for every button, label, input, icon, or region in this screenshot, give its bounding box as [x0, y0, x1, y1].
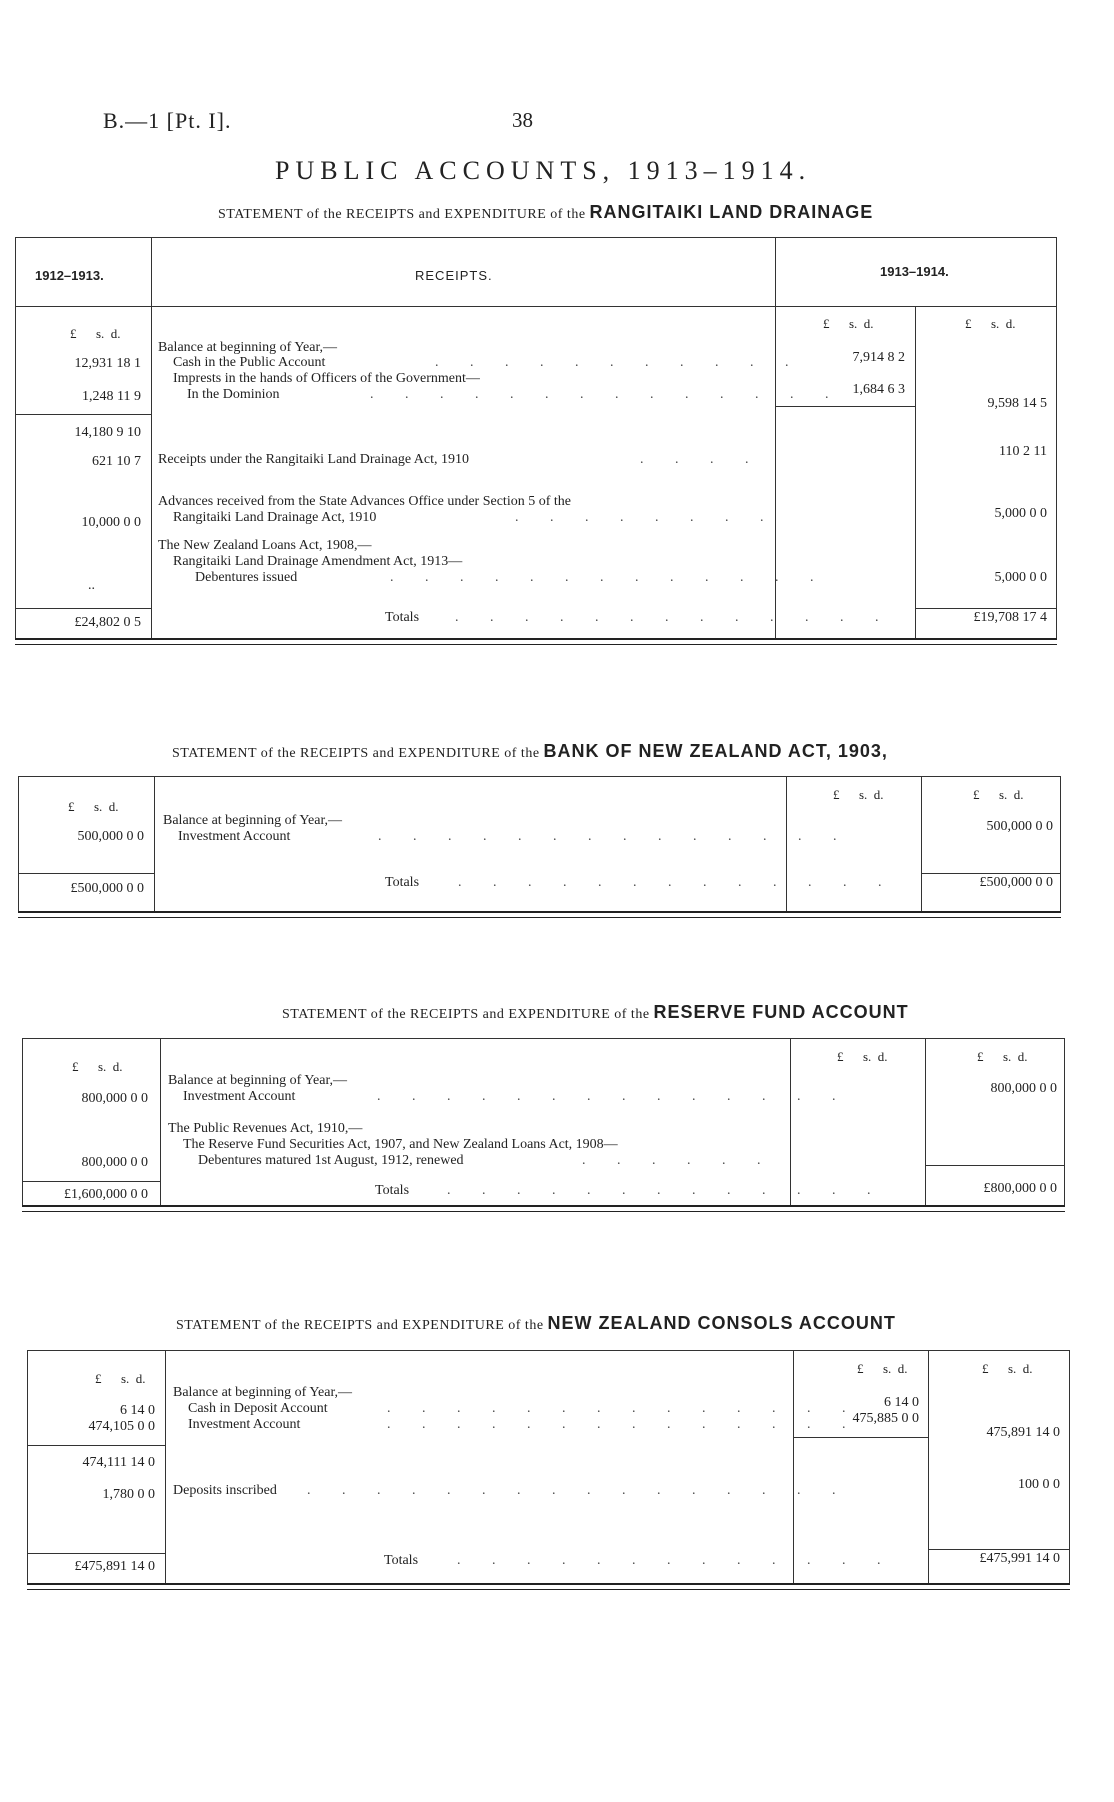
leader-dots: . . . .	[640, 452, 763, 467]
leader-dots: . . . . . . . .	[515, 510, 778, 525]
lsd-header: £ s. d.	[95, 1371, 146, 1386]
statement-name: NEW ZEALAND CONSOLS ACCOUNT	[547, 1313, 896, 1333]
balance-heading: Balance at beginning of Year,—	[173, 1385, 353, 1400]
lsd-header: £ s. d.	[973, 787, 1024, 802]
investment-label: Investment Account	[188, 1417, 301, 1432]
prev-receipts-act: 621 10 7	[92, 454, 141, 469]
prev-investment: 500,000 0 0	[77, 829, 144, 844]
dominion-label: In the Dominion	[187, 387, 280, 402]
statement-prefix: STATEMENT of the RECEIPTS and EXPENDITURE of the	[218, 207, 586, 222]
cur-total: £19,708 17 4	[973, 610, 1047, 625]
leader-dots: . . . . . . . . . . . . . . . .	[307, 1483, 850, 1498]
deposits-label: Deposits inscribed	[173, 1483, 277, 1498]
page-title: PUBLIC ACCOUNTS, 1913–1914.	[275, 156, 812, 185]
lsd-header: £ s. d.	[982, 1361, 1033, 1376]
leader-dots: . . . . . .	[582, 1153, 775, 1168]
advances-label-2: Rangitaiki Land Drainage Act, 1910	[173, 510, 377, 525]
cur-total: £500,000 0 0	[979, 875, 1053, 890]
prev-debentures: ..	[88, 578, 95, 593]
cur-investment: 500,000 0 0	[986, 819, 1053, 834]
lsd-header: £ s. d.	[977, 1049, 1028, 1064]
lsd-header: £ s. d.	[823, 316, 874, 331]
prev-total: £1,600,000 0 0	[64, 1187, 148, 1202]
totals-label: Totals	[384, 1553, 419, 1568]
statement-name: RESERVE FUND ACCOUNT	[653, 1002, 909, 1022]
cur-investment: 800,000 0 0	[990, 1081, 1057, 1096]
investment-label: Investment Account	[183, 1089, 296, 1104]
statement-name: BANK OF NEW ZEALAND ACT, 1903,	[543, 741, 888, 761]
leader-dots: . . . . . . . . . . . . . .	[370, 387, 843, 402]
leader-dots: . . . . . . . . . . . . .	[455, 610, 893, 625]
investment-label: Investment Account	[178, 829, 291, 844]
table-rangitaiki	[15, 237, 1057, 641]
cur-investment: 475,885 0 0	[852, 1411, 919, 1426]
lsd-header: £ s. d.	[70, 326, 121, 341]
advances-label-1: Advances received from the State Advances Office under Section 5 of the	[158, 494, 571, 509]
prev-imprests: 1,248 11 9	[82, 389, 141, 404]
cur-debentures: 5,000 0 0	[994, 570, 1047, 585]
prev-investment: 474,105 0 0	[88, 1419, 155, 1434]
table-consols	[27, 1350, 1070, 1587]
balance-heading: Balance at beginning of Year,—	[168, 1073, 348, 1088]
cur-deposits: 100 0 0	[1018, 1477, 1060, 1492]
prev-advances: 10,000 0 0	[81, 515, 141, 530]
leader-dots: . . . . . . . . . . . . .	[390, 570, 828, 585]
page-number: 38	[512, 108, 533, 132]
statement-prefix: STATEMENT of the RECEIPTS and EXPENDITURE of the	[172, 746, 540, 761]
lsd-header: £ s. d.	[833, 787, 884, 802]
leader-dots: . . . . . . . . . . .	[435, 355, 803, 370]
loans-label-2: Rangitaiki Land Drainage Amendment Act, 1913—	[173, 554, 463, 569]
statement-prefix: STATEMENT of the RECEIPTS and EXPENDITURE of the	[176, 1318, 544, 1333]
leader-dots: . . . . . . . . . . . . . .	[387, 1401, 860, 1416]
lsd-header: £ s. d.	[837, 1049, 888, 1064]
prev-total: £475,891 14 0	[74, 1559, 155, 1574]
statement-title-reserve	[282, 1002, 909, 1023]
prev-cash: 6 14 0	[120, 1403, 155, 1418]
table-bank	[18, 776, 1061, 915]
cur-balance: 9,598 14 5	[987, 396, 1047, 411]
balance-heading: Balance at beginning of Year,—	[158, 340, 338, 355]
prev-cash: 12,931 18 1	[74, 356, 141, 371]
statement-name: RANGITAIKI LAND DRAINAGE	[589, 202, 874, 222]
leader-dots: . . . . . . . . . . . . .	[457, 1553, 895, 1568]
prev-debentures: 800,000 0 0	[81, 1155, 148, 1170]
cur-advances: 5,000 0 0	[994, 506, 1047, 521]
leader-dots: . . . . . . . . . . . . .	[447, 1183, 885, 1198]
cash-label: Cash in Deposit Account	[188, 1401, 328, 1416]
lsd-header: £ s. d.	[857, 1361, 908, 1376]
loans-label-3: Debentures issued	[195, 570, 298, 585]
column-header-receipts: RECEIPTS.	[415, 268, 493, 283]
cur-cash: 6 14 0	[884, 1395, 919, 1410]
statement-title-rangitaiki	[218, 202, 873, 223]
receipts-act-label: Receipts under the Rangitaiki Land Drainage Act, 1910	[158, 452, 470, 467]
cur-receipts-act: 110 2 11	[999, 444, 1047, 459]
leader-dots: . . . . . . . . . . . . . .	[387, 1417, 860, 1432]
loans-label-1: The New Zealand Loans Act, 1908,—	[158, 538, 372, 553]
prev-total: £500,000 0 0	[70, 881, 144, 896]
prev-investment: 800,000 0 0	[81, 1091, 148, 1106]
prev-total: £24,802 0 5	[74, 615, 141, 630]
prev-subtotal: 14,180 9 10	[74, 425, 141, 440]
totals-label: Totals	[385, 875, 420, 890]
statement-title-consols	[176, 1313, 896, 1334]
lsd-header: £ s. d.	[72, 1059, 123, 1074]
cur-total: £800,000 0 0	[983, 1181, 1057, 1196]
page-id: B.—1 [Pt. I].	[103, 108, 232, 133]
imprests-label: Imprests in the hands of Officers of the Government—	[173, 371, 480, 386]
lsd-header: £ s. d.	[68, 799, 119, 814]
act-label-1: The Public Revenues Act, 1910,—	[168, 1121, 363, 1136]
cur-total: £475,991 14 0	[979, 1551, 1060, 1566]
statement-prefix: STATEMENT of the RECEIPTS and EXPENDITURE of the	[282, 1007, 650, 1022]
cur-imprests: 1,684 6 3	[852, 382, 905, 397]
leader-dots: . . . . . . . . . . . . .	[458, 875, 896, 890]
lsd-header: £ s. d.	[965, 316, 1016, 331]
cur-cash: 7,914 8 2	[852, 350, 905, 365]
column-header-1914: 1913–1914.	[880, 264, 949, 279]
totals-label: Totals	[385, 610, 420, 625]
act-label-3: Debentures matured 1st August, 1912, renewed	[198, 1153, 464, 1168]
cash-label: Cash in the Public Account	[173, 355, 326, 370]
column-header-1912: 1912–1913.	[35, 268, 104, 283]
prev-subtotal: 474,111 14 0	[82, 1455, 155, 1470]
totals-label: Totals	[375, 1183, 410, 1198]
cur-balance: 475,891 14 0	[986, 1425, 1060, 1440]
prev-deposits: 1,780 0 0	[102, 1487, 155, 1502]
balance-heading: Balance at beginning of Year,—	[163, 813, 343, 828]
table-reserve	[22, 1038, 1065, 1209]
leader-dots: . . . . . . . . . . . . . .	[377, 1089, 850, 1104]
leader-dots: . . . . . . . . . . . . . .	[378, 829, 851, 844]
act-label-2: The Reserve Fund Securities Act, 1907, and New Zealand Loans Act, 1908—	[183, 1137, 618, 1152]
statement-title-bank	[172, 741, 888, 762]
